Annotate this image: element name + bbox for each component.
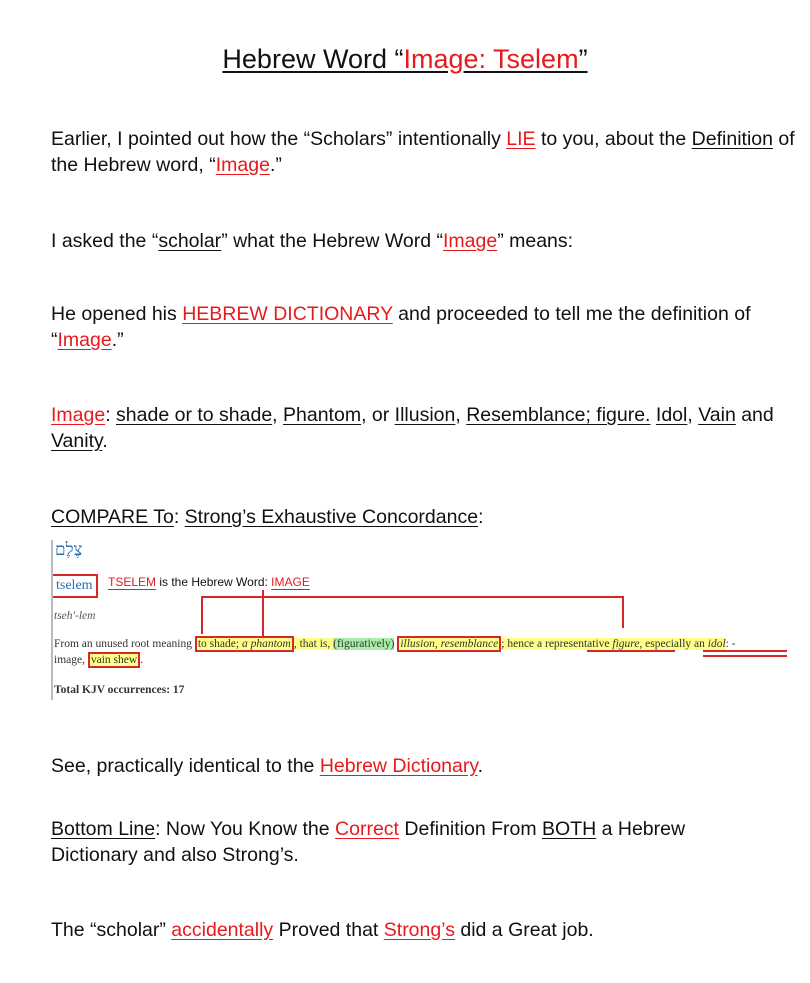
definition-line-2: image, vain shew . [54, 654, 144, 666]
strongs-concordance-excerpt [51, 540, 801, 702]
paragraph-image-definition: Image: shade or to shade, Phantom, or Illusion, Resemblance; figure. Idol, Vain and Vanity. [51, 404, 774, 452]
paragraph-hebrew-dictionary: He opened his HEBREW DICTIONARY and proceeded to tell me the definition of “Image.” [51, 303, 751, 351]
total-occurrences: Total KJV occurrences: 17 [54, 684, 185, 696]
paragraph-conclusion: The “scholar” accidentally Proved that Strong’s did a Great job. [51, 919, 594, 941]
transliteration: tselem [53, 574, 98, 598]
pronunciation: tseh'-lem [54, 610, 96, 622]
paragraph-scholars-lie: Earlier, I pointed out how the “Scholars” intentionally LIE to you, about the Definition of the Hebrew word, “Image.” [51, 128, 795, 176]
left-rule [51, 540, 53, 700]
hebrew-word: צֶלֶם [55, 540, 83, 559]
tselem-note: TSELEM is the Hebrew Word: IMAGE [108, 575, 310, 589]
paragraph-identical: See, practically identical to the Hebrew Dictionary. [51, 755, 484, 777]
lie-word: LIE [506, 128, 536, 150]
definition-line: From an unused root meaning to shade; a phantom , that is, (figuratively) illusion, resemblance ; hence a representative figure, especially an idol: - [54, 638, 736, 650]
page-title: Hebrew Word “Image: Tselem” [222, 44, 588, 74]
paragraph-compare: COMPARE To: Strong’s Exhaustive Concordance: [51, 506, 484, 528]
paragraph-asked-scholar: I asked the “scholar” what the Hebrew Word “Image” means: [51, 230, 574, 252]
paragraph-bottom-line: Bottom Line: Now You Know the Correct Definition From BOTH a Hebrew Dictionary and also Strong’s. [51, 818, 686, 866]
